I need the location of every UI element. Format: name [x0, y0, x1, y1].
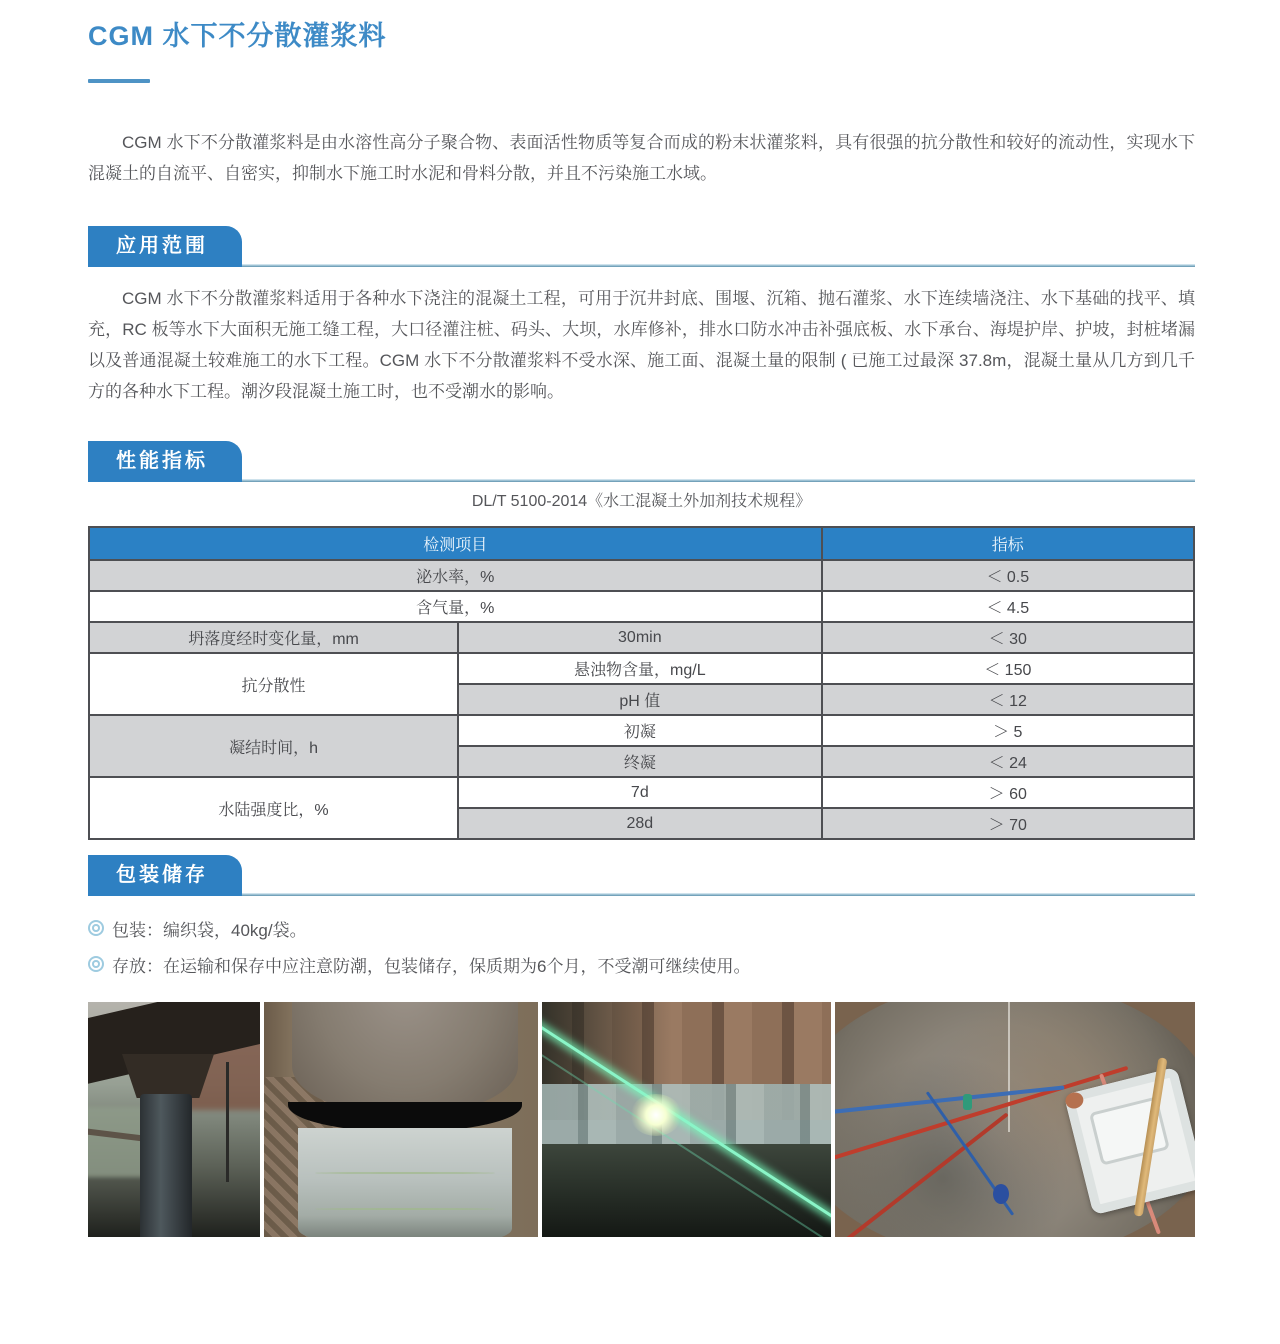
section-header-application	[88, 226, 1195, 267]
photo-art-layer	[226, 1062, 229, 1182]
photo-art-layer	[993, 1184, 1009, 1204]
photo-caisson-pit	[835, 1002, 1195, 1237]
application-rule-divider	[88, 264, 1195, 267]
strength-value1-cell: ＞ 60	[822, 777, 1194, 808]
strength-label-cell: 水陆强度比，%	[89, 777, 458, 839]
setting-sub2-cell: 终凝	[458, 746, 822, 777]
performance-rule-divider	[88, 479, 1195, 482]
setting-sub1-cell: 初凝	[458, 715, 822, 746]
packaging-badge: 包装储存	[88, 855, 242, 896]
photo-art-layer	[315, 1208, 495, 1210]
bleeding-label-cell: 泌水率，%	[89, 560, 822, 591]
strength-value2-cell: ＞ 70	[822, 808, 1194, 839]
table-row-bleeding	[89, 560, 1194, 591]
table-row-setting-1	[89, 715, 1194, 746]
application-badge: 应用范围	[88, 226, 242, 267]
content-column	[88, 0, 1195, 1237]
performance-badge: 性能指标	[88, 441, 242, 482]
setting-value1-cell: ＞ 5	[822, 715, 1194, 746]
air-label-cell: 含气量，%	[89, 591, 822, 622]
photo-underwater-piles-laser	[542, 1002, 831, 1237]
photo-art-layer	[963, 1094, 972, 1110]
table-row-strength-1	[89, 777, 1194, 808]
dispersion-label-cell: 抗分散性	[89, 653, 458, 715]
photo-pier-pile	[88, 1002, 260, 1237]
intro-paragraph: CGM 水下不分散灌浆料是由水溶性高分子聚合物、表面活性物质等复合而成的粉末状灌浆料，具有很强的抗分散性和较好的流动性，实现水下混凝土的自流平、自密实，抑制水下施工时水泥和骨料分散，并且不污染施工水域。	[88, 133, 1195, 183]
table-col-index-header: 指标	[822, 527, 1194, 560]
performance-table	[88, 526, 1195, 840]
dispersion-value1-cell: ＜ 150	[822, 653, 1194, 684]
photo-art-layer	[298, 1128, 512, 1237]
table-row-air	[89, 591, 1194, 622]
strength-sub2-cell: 28d	[458, 808, 822, 839]
light-glow	[630, 1094, 682, 1136]
photo-art-layer	[1008, 1002, 1010, 1132]
packaging-item-storage	[88, 946, 1195, 982]
photo-column-jacket	[264, 1002, 538, 1237]
photo-art-layer	[122, 1054, 214, 1098]
table-col-item-header: 检测项目	[89, 527, 822, 560]
packaging-item-text: 存放：在运输和保存中应注意防潮，包装储存，保质期为6个月，不受潮可继续使用。	[112, 956, 751, 976]
double-ring-bullet-icon	[92, 960, 100, 968]
photo-art-layer	[140, 1094, 192, 1237]
photo-art-layer	[315, 1172, 495, 1174]
packaging-item-bag	[88, 910, 1195, 946]
double-ring-bullet-icon	[92, 924, 100, 932]
dispersion-value2-cell: ＜ 12	[822, 684, 1194, 715]
setting-label-cell: 凝结时间，h	[89, 715, 458, 777]
dispersion-sub1-cell: 悬浊物含量，mg/L	[458, 653, 822, 684]
photo-art-layer	[292, 1002, 518, 1116]
slump-sub-cell: 30min	[458, 622, 822, 653]
air-value-cell: ＜ 4.5	[822, 591, 1194, 622]
packaging-rule-divider	[88, 893, 1195, 896]
setting-value2-cell: ＜ 24	[822, 746, 1194, 777]
strength-sub1-cell: 7d	[458, 777, 822, 808]
slump-value-cell: ＜ 30	[822, 622, 1194, 653]
application-paragraph: CGM 水下不分散灌浆料适用于各种水下浇注的混凝土工程，可用于沉井封底、围堰、沉箱、抛石灌浆、水下连续墙浇注、水下基础的找平、填充，RC 板等水下大面积无施工缝工程，大口径灌注桩、码头、大坝，水库修补，排水口防水冲击补强底板、水下承台、海堤护岸、护坡，封桩堵漏以及普通混凝土较难施工的水下工程。CGM 水下不分散灌浆料不受水深、施工面、混凝土量的限制 ( 已施工过最深 37.8m，混凝土量从几方到几千方的各种水下工程。潮汐段混凝土施工时，也不受潮水的影响。	[88, 289, 1195, 401]
photo-art-layer	[542, 1144, 831, 1237]
photo-art-layer	[292, 1002, 518, 1237]
table-row-slump	[89, 622, 1194, 653]
title-underline-divider	[88, 79, 150, 83]
packaging-item-text: 包装：编织袋，40kg/袋。	[112, 920, 307, 940]
section-header-packaging	[88, 855, 1195, 896]
table-header-row	[89, 527, 1194, 560]
packaging-list	[88, 910, 1195, 982]
photo-art-layer	[542, 1084, 831, 1150]
section-header-performance	[88, 441, 1195, 482]
standard-caption: DL/T 5100-2014《水工混凝土外加剂技术规程》	[471, 493, 812, 510]
page-title: CGM 水下不分散灌浆料	[88, 21, 387, 51]
table-row-dispersion-1	[89, 653, 1194, 684]
slump-label-cell: 坍落度经时变化量，mm	[89, 622, 458, 653]
bleeding-value-cell: ＜ 0.5	[822, 560, 1194, 591]
dispersion-sub2-cell: pH 值	[458, 684, 822, 715]
project-photo-strip	[88, 1002, 1195, 1237]
